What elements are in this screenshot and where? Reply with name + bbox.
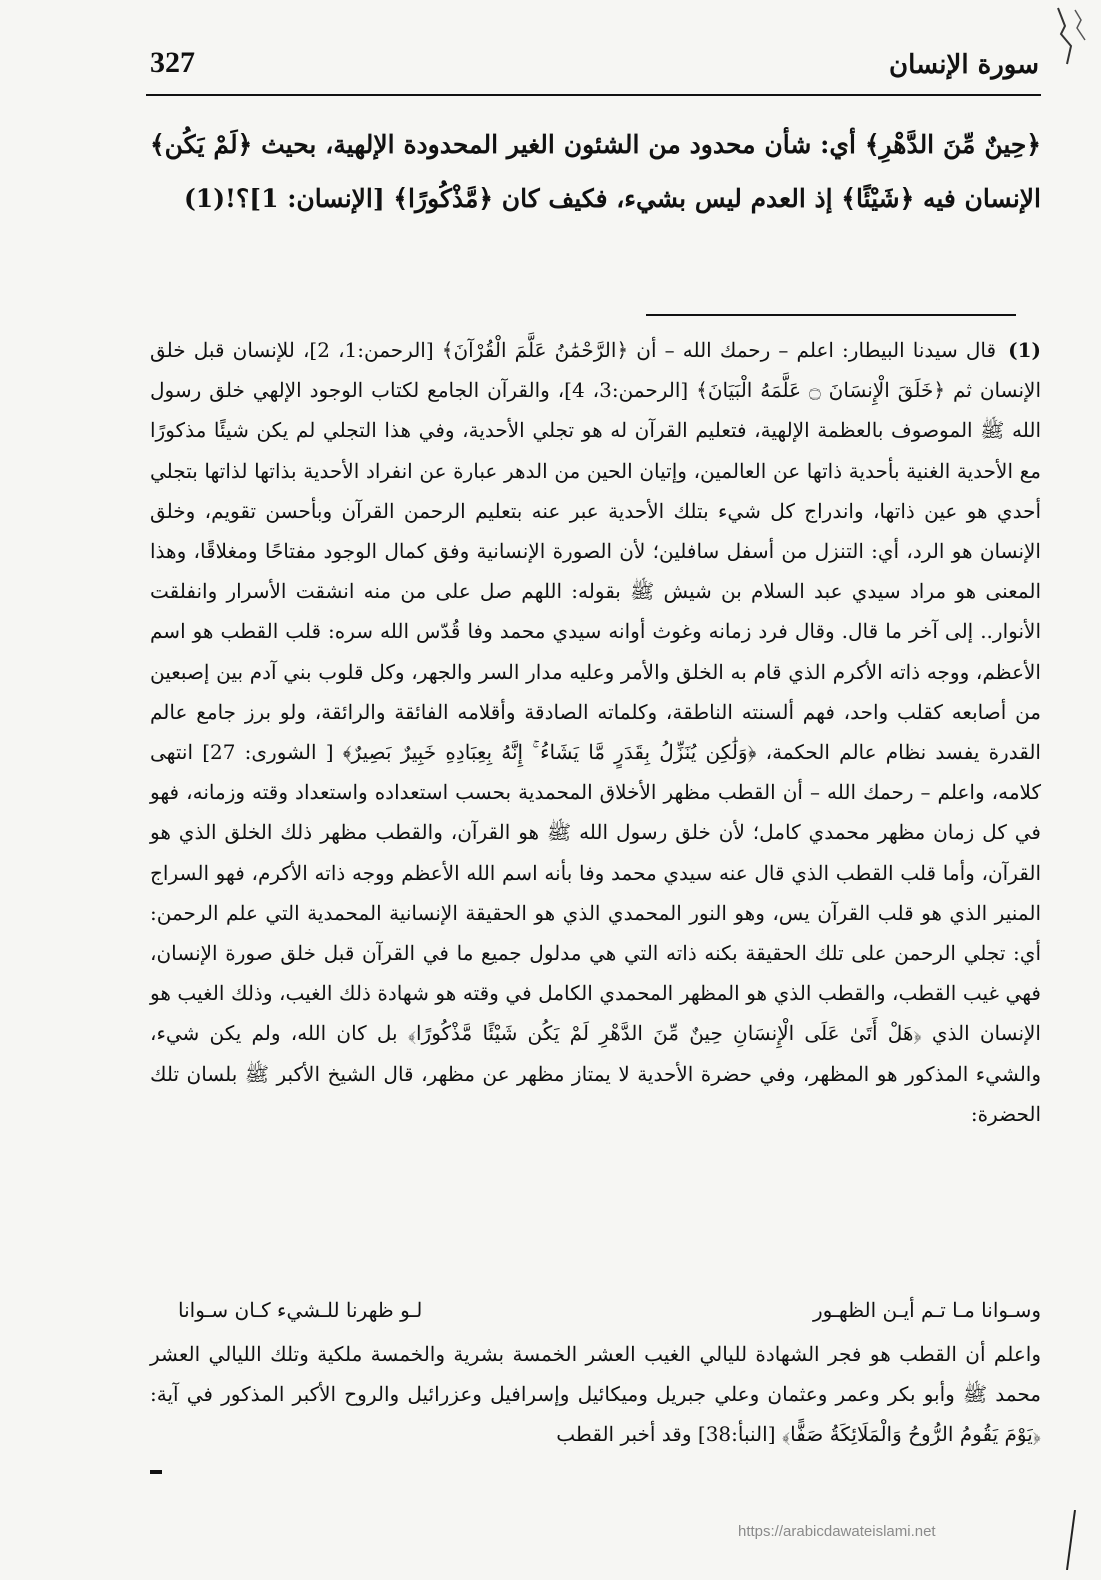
footnote-block <box>150 330 1041 1134</box>
continuation-dash <box>150 1470 162 1474</box>
poem-hemistich-first: وسـوانا مـا تـم أيـن الظهـور <box>813 1298 1041 1322</box>
footnote-separator <box>646 314 1016 316</box>
footnote-text: قال سيدنا البيطار: اعلم – رحمك الله – أن ﴿الرَّحْمَٰنُ عَلَّمَ الْقُرْآنَ﴾ [الرحمن:1، 2]، للإنسان قبل خلق الإنسان ثم ﴿خَلَقَ الْإِنسَانَ ۝ عَلَّمَهُ الْبَيَانَ﴾ [الرحمن:3، 4]، والقرآن الجامع لكتاب الوجود الإلهي خلق رسول الله ﷺ الموصوف بالعظمة الإلهية، فتعليم القرآن له هو تجلي الأحدية، وفي هذا التجلي لم يكن شيئًا مذكورًا مع الأحدية الغنية بأحدية ذاتها عن العالمين، وإتيان الحين من الدهر عبارة عن انفراد الأحدية بذاتها لذاتها بتجلي أحدي هو عين ذاتها، واندراج كل شيء بتلك الأحدية عبر عنه بتعليم الرحمن القرآن وبأحسن تقويم، وخلق الإنسان هو الرد، أي: التنزل من أسفل سافلين؛ لأن الصورة الإنسانية وفق كمال الوجود مفتاحًا ومغلاقًا، وهذا المعنى هو مراد سيدي عبد السلام بن شيش ﷺ بقوله: اللهم صل على من منه انشقت الأسرار وانفلقت الأنوار.. إلى آخر ما قال. وقال فرد زمانه وغوث أوانه سيدي محمد وفا قُدّس الله سره: قلب القطب هو اسم الأعظم، ووجه ذاته الأكرم الذي قام به الخلق والأمر وعليه مدار السر والجهر، وكل قلوب بني آدم بين إصبعين من أصابعه كقلب واحد، فهم ألسنته الناطقة، وكلماته الصادقة وأقلامه الفائقة والرائقة، ولو برز جامع عالم القدرة يفسد نظام عالم الحكمة، ﴿وَلَٰكِن يُنَزِّلُ بِقَدَرٍ مَّا يَشَاءُ ۚ إِنَّهُ بِعِبَادِهِ خَبِيرٌ بَصِيرٌ﴾ [ الشورى: 27] انتهى كلامه، واعلم – رحمك الله – أن القطب مظهر الأخلاق المحمدية بحسب استعداده واستعداد وقته وزمانه، فهو في كل زمان مظهر محمدي كامل؛ لأن خلق رسول الله ﷺ هو القرآن، والقطب مظهر ذلك الخلق الذي هو القرآن، وأما قلب القطب الذي قال عنه سيدي محمد وفا بأنه اسم الله الأعظم ووجه ذاته الأكرم، فهو السراج المنير الذي هو قلب القرآن يس، وهو النور المحمدي الذي هو الحقيقة الإنسانية المحمدية التي علم الرحمن: أي: تجلي الرحمن على تلك الحقيقة بكنه ذاته التي هي مدلول جميع ما في القرآن قبل خلق صورة الإنسان، فهي غيب القطب، والقطب الذي هو المظهر المحمدي الكامل في وقته هو شهادة ذلك الغيب، وذلك الغيب هو الإنسان الذي ﴿هَلْ أَتَىٰ عَلَى الْإِنسَانِ حِينٌ مِّنَ الدَّهْرِ لَمْ يَكُن شَيْئًا مَّذْكُورًا﴾ بل كان الله، ولم يكن شيء، والشيء المذكور هو المظهر، وفي حضرة الأحدية لا يمتاز مظهر عن مظهر، قال الشيخ الأكبر ﷺ بلسان تلك الحضرة: <box>150 338 1042 1126</box>
page-number: 327 <box>150 46 195 79</box>
poem-hemistich-second: لـو ظهرنا للـشيء كـان سـوانا <box>178 1298 423 1322</box>
scan-artifact-icon <box>1053 6 1093 66</box>
scan-edge-mark-icon <box>1063 1510 1079 1570</box>
main-commentary-text: ﴿حِينٌ مِّنَ الدَّهْرِ﴾ أي: شأن محدود من الشئون الغير المحدودة الإلهية، بحيث ﴿لَمْ يَكُن﴾ الإنسان فيه ﴿شَيْئًا﴾ إذ العدم ليس بشيء، فكيف كان ﴿مَّذْكُورًا﴾ [الإنسان: 1]؟!(1) <box>150 130 1041 213</box>
footnote-paragraph <box>150 330 1041 1134</box>
surah-title: سورة الإنسان <box>889 50 1039 80</box>
poem-verse <box>150 1290 1041 1330</box>
footnote-continuation <box>150 1334 1041 1455</box>
footnote-marker: (1) <box>1008 338 1042 362</box>
footnote-paragraph: واعلم أن القطب هو فجر الشهادة لليالي الغيب العشر الخمسة بشرية والخمسة ملكية وتلك الليالي العشر محمد ﷺ وأبو بكر وعمر وعثمان وعلي جبريل وميكائيل وإسرافيل وعزرائيل والروح الأكبر المذكور في آية: ﴿يَوْمَ يَقُومُ الرُّوحُ وَالْمَلَائِكَةُ صَفًّا﴾ [النبأ:38] وقد أخبر القطب <box>150 1342 1041 1447</box>
watermark-url: https://arabicdawateislami.net <box>738 1523 936 1540</box>
header-rule <box>146 94 1041 96</box>
